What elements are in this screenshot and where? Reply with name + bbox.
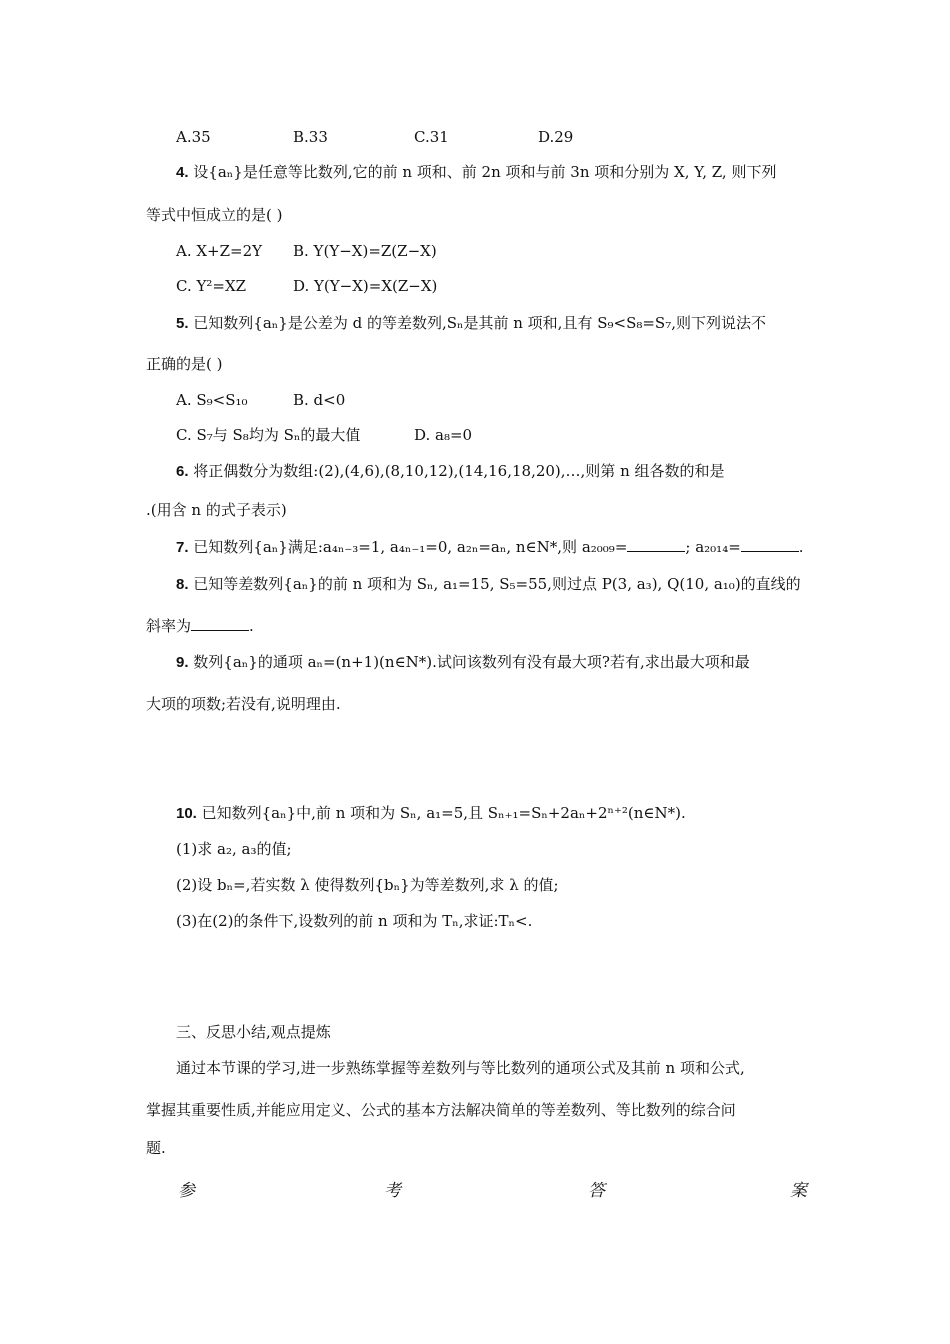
answer-heading-char-1: 参 [178,1181,195,1201]
q5-number: 5. [176,315,189,332]
q8-number: 8. [176,576,189,593]
q8-stem-line1 [176,574,801,595]
q9-stem-line2: 大项的项数;若没有,说明理由. [146,695,341,713]
q8-stem-line2 [146,616,254,636]
q4-stem-line1 [176,162,776,183]
q5-option-b: B. d<0 [293,391,346,409]
q9-text: 数列{aₙ}的通项 aₙ=(n+1)(n∈N*).试问该数列有没有最大项?若有,求出最大项和最 [193,653,750,671]
q7-blank-1[interactable] [627,537,685,552]
q7-stem [176,537,804,558]
q7-text-c: . [798,538,804,556]
q5-stem-line1 [176,313,766,334]
q10-part-3: (3)在(2)的条件下,设数列的前 n 项和为 Tₙ,求证:Tₙ<. [176,912,533,930]
q4-stem-line2: 等式中恒成立的是( ) [146,206,283,224]
q7-text-a: 已知数列{aₙ}满足:a₄ₙ₋₃=1, a₄ₙ₋₁=0, a₂ₙ=aₙ, n∈N*,则 a₂₀₀₉= [193,538,628,556]
answer-heading-char-2: 考 [384,1181,401,1201]
q9-number: 9. [176,654,189,671]
q10-part-2: (2)设 bₙ=,若实数 λ 使得数列{bₙ}为等差数列,求 λ 的值; [176,876,559,894]
q3-option-c: C.31 [414,128,449,146]
q6-stem-line1 [176,461,725,482]
q4-option-c: C. Y²=XZ [176,277,247,295]
q8-blank[interactable] [191,616,249,631]
answer-heading-char-3: 答 [588,1181,605,1201]
summary-line-3: 题. [146,1139,166,1157]
q5-stem-line2: 正确的是( ) [146,355,223,373]
q6-number: 6. [176,463,189,480]
q5-text: 已知数列{aₙ}是公差为 d 的等差数列,Sₙ是其前 n 项和,且有 S₉<S₈=S₇,则下列说法不 [193,314,766,332]
q10-number: 10. [176,805,197,822]
summary-line-2: 掌握其重要性质,并能应用定义、公式的基本方法解决简单的等差数列、等比数列的综合问 [146,1101,736,1119]
q10-text: 已知数列{aₙ}中,前 n 项和为 Sₙ, a₁=5,且 Sₙ₊₁=Sₙ+2aₙ+2ⁿ⁺²(n∈N*). [201,804,686,822]
q5-option-a: A. S₉<S₁₀ [176,391,248,409]
q10-stem [176,803,686,824]
q3-option-d: D.29 [538,128,574,146]
q3-option-a: A.35 [176,128,211,146]
q4-option-b: B. Y(Y−X)=Z(Z−X) [293,242,437,260]
q8-text-2a: 斜率为 [146,617,192,635]
q8-text: 已知等差数列{aₙ}的前 n 项和为 Sₙ, a₁=15, S₅=55,则过点 P(3, a₃), Q(10, a₁₀)的直线的 [193,575,801,593]
q4-option-a: A. X+Z=2Y [176,242,263,260]
answer-heading-char-4: 案 [790,1181,807,1201]
q3-option-b: B.33 [293,128,328,146]
q4-text: 设{aₙ}是任意等比数列,它的前 n 项和、前 2n 项和与前 3n 项和分别为 X, Y, Z, 则下列 [193,163,777,181]
q10-part-1: (1)求 a₂, a₃的值; [176,840,292,858]
summary-line-1: 通过本节课的学习,进一步熟练掌握等差数列与等比数列的通项公式及其前 n 项和公式, [176,1059,745,1077]
q4-option-d: D. Y(Y−X)=X(Z−X) [293,277,438,295]
q7-blank-2[interactable] [741,537,799,552]
q6-text: 将正偶数分为数组:(2),(4,6),(8,10,12),(14,16,18,20),…,则第 n 组各数的和是 [193,462,725,480]
q4-number: 4. [176,164,189,181]
q5-option-d: D. a₈=0 [414,426,473,444]
q7-text-b: ; a₂₀₁₄= [685,538,741,556]
q5-option-c: C. S₇与 S₈均为 Sₙ的最大值 [176,426,361,444]
q6-stem-line2: .(用含 n 的式子表示) [146,501,287,519]
summary-heading: 三、反思小结,观点提炼 [176,1023,331,1041]
q8-text-2b: . [249,617,254,635]
q7-number: 7. [176,539,189,556]
q9-stem-line1 [176,652,750,673]
